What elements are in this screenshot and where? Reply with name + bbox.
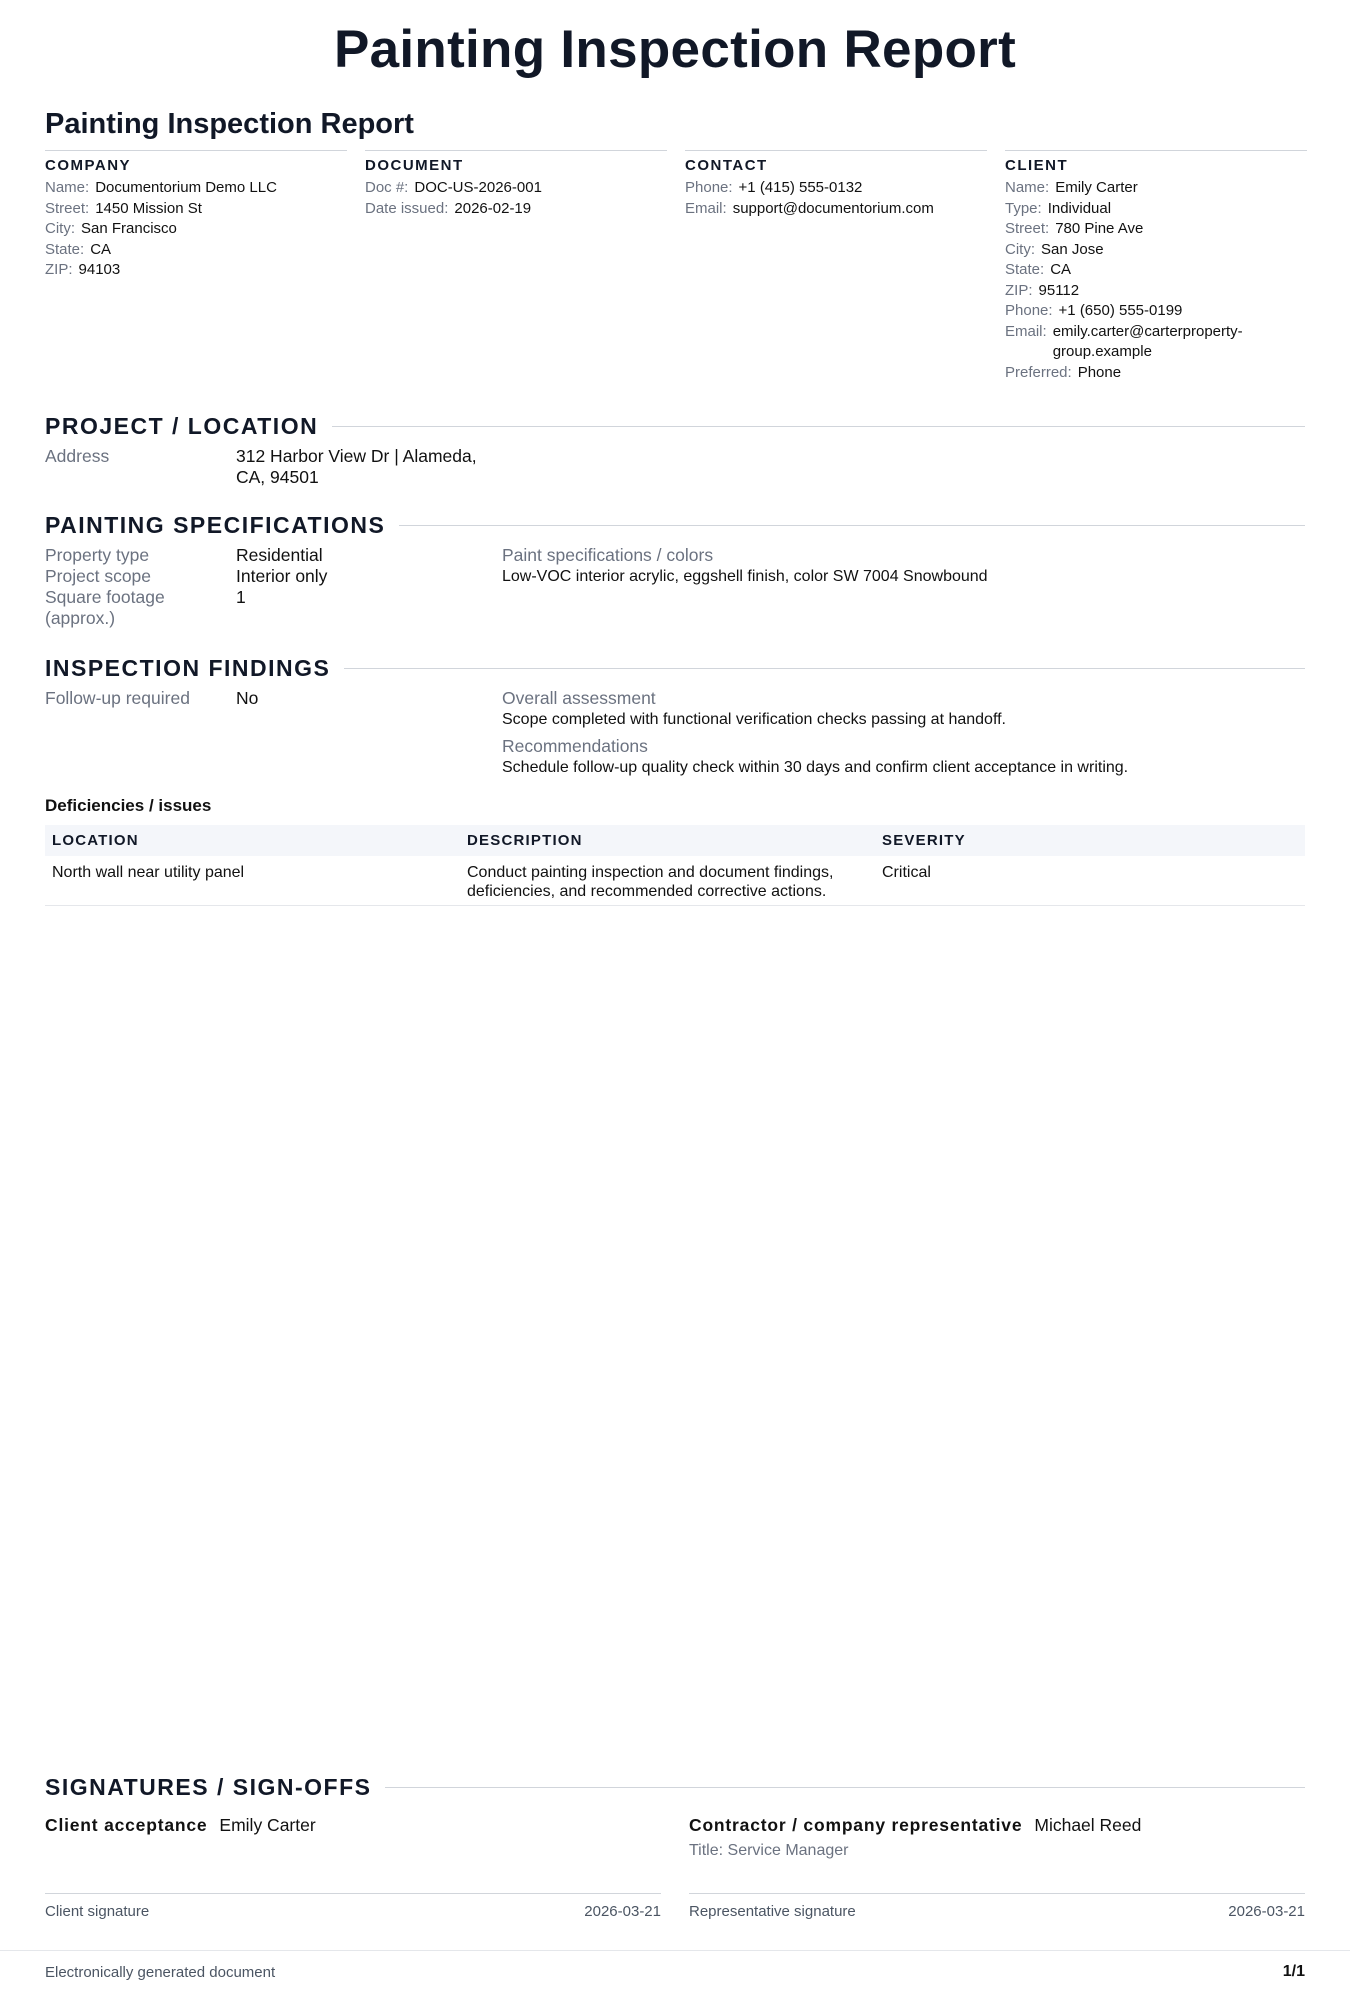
field-value: CA	[1050, 261, 1072, 278]
table-header-row	[45, 825, 1305, 856]
field-value: 95112	[1038, 281, 1080, 299]
spec-label: Property type	[45, 545, 150, 565]
specs-body	[45, 545, 1305, 629]
client-type-row	[1005, 199, 1307, 220]
paint-spec-value: Low-VOC interior acrylic, eggshell finish, color SW 7004 Snowbound	[502, 568, 988, 585]
field-label: Preferred:	[1005, 363, 1072, 381]
client-preferred-row	[1005, 363, 1307, 384]
client-phone-row	[1005, 301, 1307, 322]
page-number: 1/1	[1282, 1963, 1305, 1980]
spec-value: 1	[236, 587, 246, 607]
field-value: Individual	[1047, 199, 1112, 217]
field-value: +1 (650) 555-0199	[1058, 302, 1183, 319]
spec-value: Residential	[236, 545, 323, 565]
field-label: ZIP:	[45, 261, 73, 278]
assessment-label: Overall assessment	[502, 688, 656, 708]
company-city-row	[45, 219, 347, 240]
client-state-row	[1005, 260, 1307, 281]
company-zip-row	[45, 260, 347, 281]
representative-signature-date: 2026-03-21	[1228, 1903, 1305, 1920]
footer-divider	[0, 1950, 1350, 1951]
field-value: San Francisco	[81, 220, 177, 237]
field-label: Email:	[685, 199, 727, 217]
specs-left	[45, 545, 502, 629]
spec-label: Project scope	[45, 566, 152, 586]
column-header-severity: SEVERITY	[875, 825, 1305, 856]
field-label: Name:	[1005, 179, 1050, 196]
specs-right	[502, 545, 988, 629]
party-info-grid	[45, 150, 1305, 380]
property-type-row	[45, 545, 502, 566]
field-value: Documentorium Demo LLC	[95, 179, 277, 196]
contact-email-row	[685, 199, 987, 220]
section-divider	[332, 426, 1305, 427]
field-value: CA	[90, 240, 112, 258]
representative-signature-block	[689, 1815, 1305, 1860]
field-value: 1450 Mission St	[95, 199, 202, 217]
signatures-section	[45, 1773, 1305, 1801]
findings-left	[45, 688, 502, 778]
section-title: SIGNATURES / SIGN-OFFS	[45, 1773, 372, 1800]
contact-heading: CONTACT	[685, 157, 768, 174]
client-signature-date: 2026-03-21	[584, 1903, 661, 1920]
client-signature-block	[45, 1815, 661, 1836]
company-heading: COMPANY	[45, 157, 132, 174]
address-label: Address	[45, 446, 110, 466]
address-row	[45, 446, 1305, 488]
section-title: PROJECT / LOCATION	[45, 412, 319, 439]
field-label: State:	[45, 240, 85, 258]
field-label: Street:	[1005, 220, 1050, 237]
company-street-row	[45, 199, 347, 220]
client-signature-footer	[45, 1903, 661, 1920]
column-header-location: LOCATION	[45, 825, 460, 856]
project-section	[45, 412, 1305, 488]
field-label: ZIP:	[1005, 281, 1033, 299]
field-label: Phone:	[1005, 302, 1053, 319]
spec-value: Interior only	[236, 566, 328, 586]
page-title: Painting Inspection Report	[333, 20, 1017, 79]
field-label: Street:	[45, 199, 90, 217]
company-state-row	[45, 240, 347, 261]
field-value: 2026-02-19	[454, 199, 532, 217]
client-acceptance-label: Client acceptance	[45, 1815, 208, 1835]
assessment-value: Scope completed with functional verification checks passing at handoff.	[502, 711, 1006, 728]
document-heading: DOCUMENT	[365, 157, 464, 174]
recommendations-label: Recommendations	[502, 736, 648, 756]
spec-label: Square footage (approx.)	[45, 587, 165, 628]
client-name: Emily Carter	[219, 1815, 316, 1835]
representative-line	[689, 1815, 1305, 1836]
section-title: PAINTING SPECIFICATIONS	[45, 511, 386, 538]
document-column	[365, 150, 667, 219]
client-signature-line	[45, 1893, 661, 1894]
client-heading: CLIENT	[1005, 157, 1069, 174]
section-divider	[399, 525, 1305, 526]
specs-section	[45, 511, 1305, 629]
column-header-description: DESCRIPTION	[460, 825, 875, 856]
footer-note: Electronically generated document	[45, 1964, 276, 1981]
field-label: Email:	[1005, 322, 1047, 340]
section-divider	[344, 668, 1305, 669]
followup-row	[45, 688, 502, 709]
deficiencies-table	[45, 825, 1305, 906]
findings-section	[45, 654, 1305, 778]
representative-label: Contractor / company representative	[689, 1815, 1023, 1835]
representative-title: Title: Service Manager	[689, 1842, 849, 1859]
field-label: City:	[45, 220, 75, 237]
deficiencies-title: Deficiencies / issues	[45, 796, 212, 815]
field-value: emily.carter@carterproperty-group.example	[1052, 322, 1243, 360]
field-label: City:	[1005, 240, 1035, 258]
field-label: Date issued:	[365, 199, 449, 217]
field-label: Name:	[45, 179, 90, 196]
report-title: Painting Inspection Report	[45, 108, 414, 140]
section-header	[45, 511, 1305, 539]
field-value: Emily Carter	[1055, 179, 1138, 196]
client-email-row	[1005, 322, 1307, 363]
field-value: 780 Pine Ave	[1055, 220, 1144, 237]
client-column	[1005, 150, 1307, 383]
client-name-row	[1005, 178, 1307, 199]
field-value: support@documentorium.com	[732, 199, 934, 217]
section-divider	[385, 1787, 1305, 1788]
representative-signature-footer	[689, 1903, 1305, 1920]
client-city-row	[1005, 240, 1307, 261]
field-value: 94103	[78, 261, 121, 278]
cell-location: North wall near utility panel	[45, 856, 460, 906]
findings-body	[45, 688, 1305, 778]
date-issued-row	[365, 199, 667, 220]
recommendations-value: Schedule follow-up quality check within 30 days and confirm client acceptance in writing.	[502, 759, 1129, 776]
field-value: Phone	[1077, 363, 1122, 381]
address-value: 312 Harbor View Dr | Alameda, CA, 94501	[236, 446, 477, 487]
contact-column	[685, 150, 987, 219]
representative-signature-label: Representative signature	[689, 1903, 856, 1920]
doc-number-row	[365, 178, 667, 199]
field-value: San Jose	[1041, 240, 1104, 258]
field-value: +1 (415) 555-0132	[738, 179, 863, 196]
followup-value: No	[236, 688, 259, 708]
client-signature-label: Client signature	[45, 1903, 150, 1920]
client-zip-row	[1005, 281, 1307, 302]
section-header	[45, 412, 1305, 440]
field-label: Phone:	[685, 179, 733, 196]
section-header	[45, 654, 1305, 682]
square-footage-row	[45, 587, 502, 629]
section-header	[45, 1773, 1305, 1801]
table-row	[45, 856, 1305, 906]
cell-severity: Critical	[875, 856, 1305, 906]
contact-phone-row	[685, 178, 987, 199]
field-value: DOC-US-2026-001	[414, 179, 542, 196]
section-title: INSPECTION FINDINGS	[45, 654, 331, 681]
company-column	[45, 150, 347, 281]
representative-name: Michael Reed	[1034, 1815, 1142, 1835]
field-label: Doc #:	[365, 179, 409, 196]
field-label: Type:	[1005, 199, 1042, 217]
representative-signature-line	[689, 1893, 1305, 1894]
client-acceptance-line	[45, 1815, 661, 1836]
followup-label: Follow-up required	[45, 688, 190, 708]
field-label: State:	[1005, 261, 1045, 278]
findings-right	[502, 688, 1128, 778]
client-street-row	[1005, 219, 1307, 240]
project-scope-row	[45, 566, 502, 587]
paint-spec-label: Paint specifications / colors	[502, 545, 714, 565]
company-name-row	[45, 178, 347, 199]
cell-description: Conduct painting inspection and document findings, deficiencies, and recommended corrective actions.	[460, 856, 875, 906]
